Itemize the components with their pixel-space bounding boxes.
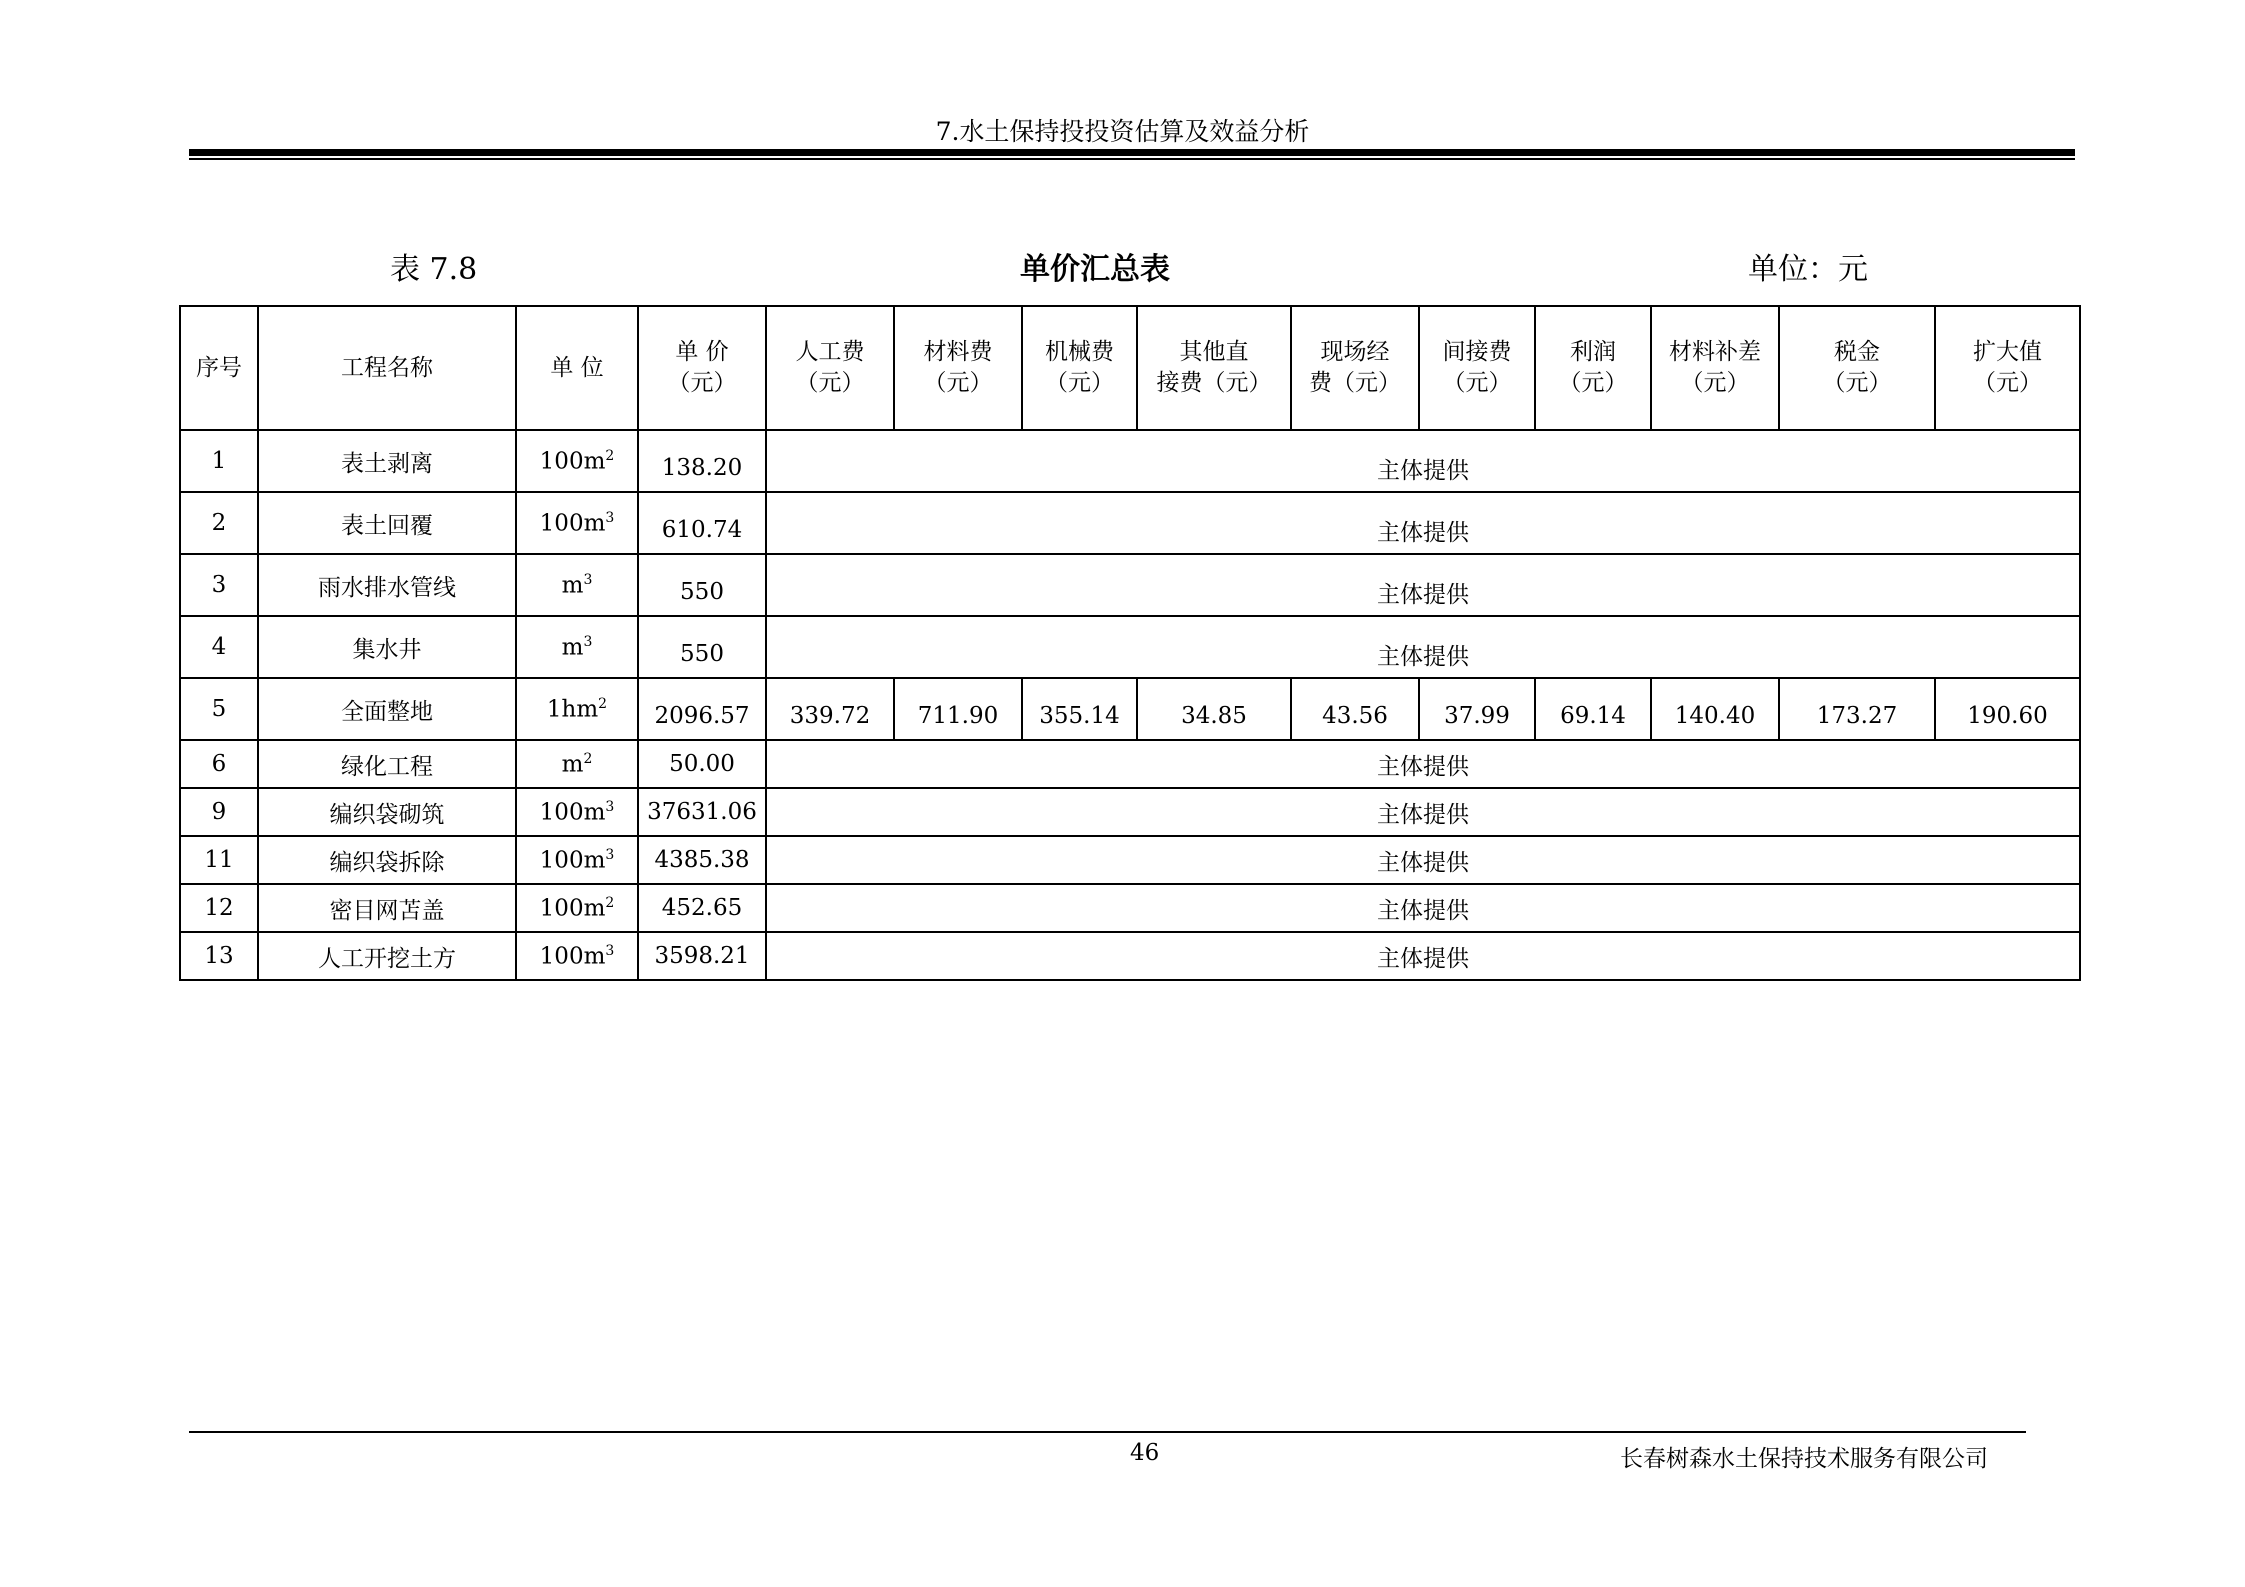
cell-no: 6 (180, 740, 258, 788)
unit-base: 1hm (546, 696, 599, 723)
table-row (180, 932, 2080, 980)
column-header (516, 306, 638, 430)
unit-base: m (561, 634, 584, 661)
unit-exponent: 2 (605, 447, 615, 464)
cell-no: 13 (180, 932, 258, 980)
cell-note: 主体提供 (766, 554, 2080, 616)
cell-note: 主体提供 (766, 430, 2080, 492)
cell-unit (516, 788, 638, 836)
cell-unit (516, 430, 638, 492)
unit-exponent: 3 (583, 571, 593, 588)
unit-base: 100m (539, 510, 606, 537)
column-header-line: （元） (1558, 370, 1628, 396)
page-header-title: 7.水土保持投投资估算及效益分析 (935, 117, 1310, 146)
unit-base: 100m (539, 847, 606, 874)
cell-unit (516, 616, 638, 678)
unit-base: 100m (539, 448, 606, 475)
unit-exponent: 3 (605, 509, 615, 526)
table-row (180, 836, 2080, 884)
cell-note: 主体提供 (766, 740, 2080, 788)
unit-price-summary-table (179, 305, 2081, 981)
column-header (180, 306, 258, 430)
column-header-line: 材料补差 (1669, 339, 1761, 365)
cell-note: 主体提供 (766, 884, 2080, 932)
cell-note: 主体提供 (766, 616, 2080, 678)
column-header-line: （元） (795, 370, 865, 396)
cell-unit (516, 836, 638, 884)
cell-unit (516, 554, 638, 616)
cell-name: 绿化工程 (258, 740, 516, 788)
cell-price: 37631.06 (638, 788, 766, 836)
cell-site: 43.56 (1291, 678, 1419, 740)
column-header (1022, 306, 1137, 430)
column-header (1535, 306, 1651, 430)
cell-price: 452.65 (638, 884, 766, 932)
table-row (180, 884, 2080, 932)
column-header (1137, 306, 1291, 430)
cell-machine: 355.14 (1022, 678, 1137, 740)
cell-no: 1 (180, 430, 258, 492)
unit-exponent: 2 (605, 894, 615, 911)
unit-base: 100m (539, 943, 606, 970)
cell-price: 138.20 (638, 430, 766, 492)
table-row (180, 430, 2080, 492)
cell-no: 11 (180, 836, 258, 884)
cell-no: 9 (180, 788, 258, 836)
table-row (180, 616, 2080, 678)
cell-note: 主体提供 (766, 788, 2080, 836)
column-header (766, 306, 894, 430)
cell-unit (516, 492, 638, 554)
unit-exponent: 3 (583, 633, 593, 650)
cell-name: 集水井 (258, 616, 516, 678)
cell-no: 12 (180, 884, 258, 932)
cell-tax: 173.27 (1779, 678, 1935, 740)
column-header-line: 材料费 (923, 339, 993, 365)
cell-price: 610.74 (638, 492, 766, 554)
column-header-line: （元） (667, 370, 737, 396)
cell-material: 711.90 (894, 678, 1022, 740)
column-header (894, 306, 1022, 430)
table-unit: 单位：元 (1748, 252, 1868, 287)
unit-exponent: 3 (605, 798, 615, 815)
column-header (258, 306, 516, 430)
table-number: 表 7.8 (390, 252, 478, 287)
cell-indirect: 37.99 (1419, 678, 1535, 740)
cell-material-diff: 140.40 (1651, 678, 1779, 740)
cell-name: 编织袋砌筑 (258, 788, 516, 836)
column-header-line: 序号 (196, 354, 242, 381)
cell-price: 3598.21 (638, 932, 766, 980)
cell-price: 4385.38 (638, 836, 766, 884)
table-row (180, 678, 2080, 740)
column-header-line: 间接费 (1442, 339, 1512, 365)
cell-name: 雨水排水管线 (258, 554, 516, 616)
column-header-line: （元） (923, 370, 993, 396)
cell-name: 全面整地 (258, 678, 516, 740)
column-header (1779, 306, 1935, 430)
column-header-line: 单 位 (550, 354, 604, 381)
unit-base: 100m (539, 895, 606, 922)
unit-exponent: 3 (605, 846, 615, 863)
unit-base: m (561, 572, 584, 599)
column-header-line: 费（元） (1309, 370, 1401, 396)
cell-price: 550 (638, 554, 766, 616)
footer-rule (189, 1431, 2026, 1433)
cell-no: 3 (180, 554, 258, 616)
cell-no: 5 (180, 678, 258, 740)
unit-exponent: 2 (598, 695, 608, 712)
cell-price: 50.00 (638, 740, 766, 788)
cell-name: 密目网苫盖 (258, 884, 516, 932)
header-rule (189, 149, 2075, 156)
cell-no: 4 (180, 616, 258, 678)
column-header-line: 现场经 (1320, 339, 1390, 365)
column-header-line: 扩大值 (1973, 339, 2042, 365)
unit-exponent: 2 (583, 750, 593, 767)
cell-name: 表土剥离 (258, 430, 516, 492)
cell-price: 550 (638, 616, 766, 678)
column-header-line: 人工费 (795, 339, 865, 365)
cell-no: 2 (180, 492, 258, 554)
cell-name: 编织袋拆除 (258, 836, 516, 884)
column-header-line: （元） (1680, 370, 1750, 396)
column-header (1419, 306, 1535, 430)
cell-labor: 339.72 (766, 678, 894, 740)
unit-exponent: 3 (605, 942, 615, 959)
cell-name: 表土回覆 (258, 492, 516, 554)
column-header-line: 机械费 (1045, 339, 1114, 365)
cell-price: 2096.57 (638, 678, 766, 740)
column-header-line: 工程名称 (341, 354, 433, 381)
table-row (180, 788, 2080, 836)
column-header-line: （元） (1973, 370, 2042, 396)
cell-unit (516, 932, 638, 980)
page-number: 46 (1130, 1440, 1160, 1466)
cell-note: 主体提供 (766, 836, 2080, 884)
column-header-line: 其他直 (1179, 339, 1249, 365)
column-header-line: 利润 (1570, 339, 1616, 365)
header-rule-thin (189, 158, 2075, 160)
table-title: 单价汇总表 (1020, 252, 1170, 287)
cell-note: 主体提供 (766, 932, 2080, 980)
cell-unit (516, 740, 638, 788)
cell-note: 主体提供 (766, 492, 2080, 554)
cell-unit (516, 678, 638, 740)
column-header-line: 税金 (1834, 339, 1880, 365)
column-header-line: （元） (1822, 370, 1892, 396)
table-header-row (180, 306, 2080, 430)
table-row (180, 492, 2080, 554)
cell-name: 人工开挖土方 (258, 932, 516, 980)
column-header-line: （元） (1442, 370, 1512, 396)
column-header (1935, 306, 2080, 430)
cell-profit: 69.14 (1535, 678, 1651, 740)
cell-other-direct: 34.85 (1137, 678, 1291, 740)
unit-base: m (561, 751, 584, 778)
table-row (180, 554, 2080, 616)
company-name: 长春树森水土保持技术服务有限公司 (1620, 1446, 1988, 1472)
column-header-line: （元） (1045, 370, 1114, 396)
column-header (638, 306, 766, 430)
column-header-line: 接费（元） (1156, 370, 1272, 396)
column-header (1291, 306, 1419, 430)
cell-unit (516, 884, 638, 932)
table-row (180, 740, 2080, 788)
cell-expand: 190.60 (1935, 678, 2080, 740)
column-header-line: 单 价 (675, 339, 729, 365)
column-header (1651, 306, 1779, 430)
unit-base: 100m (539, 799, 606, 826)
